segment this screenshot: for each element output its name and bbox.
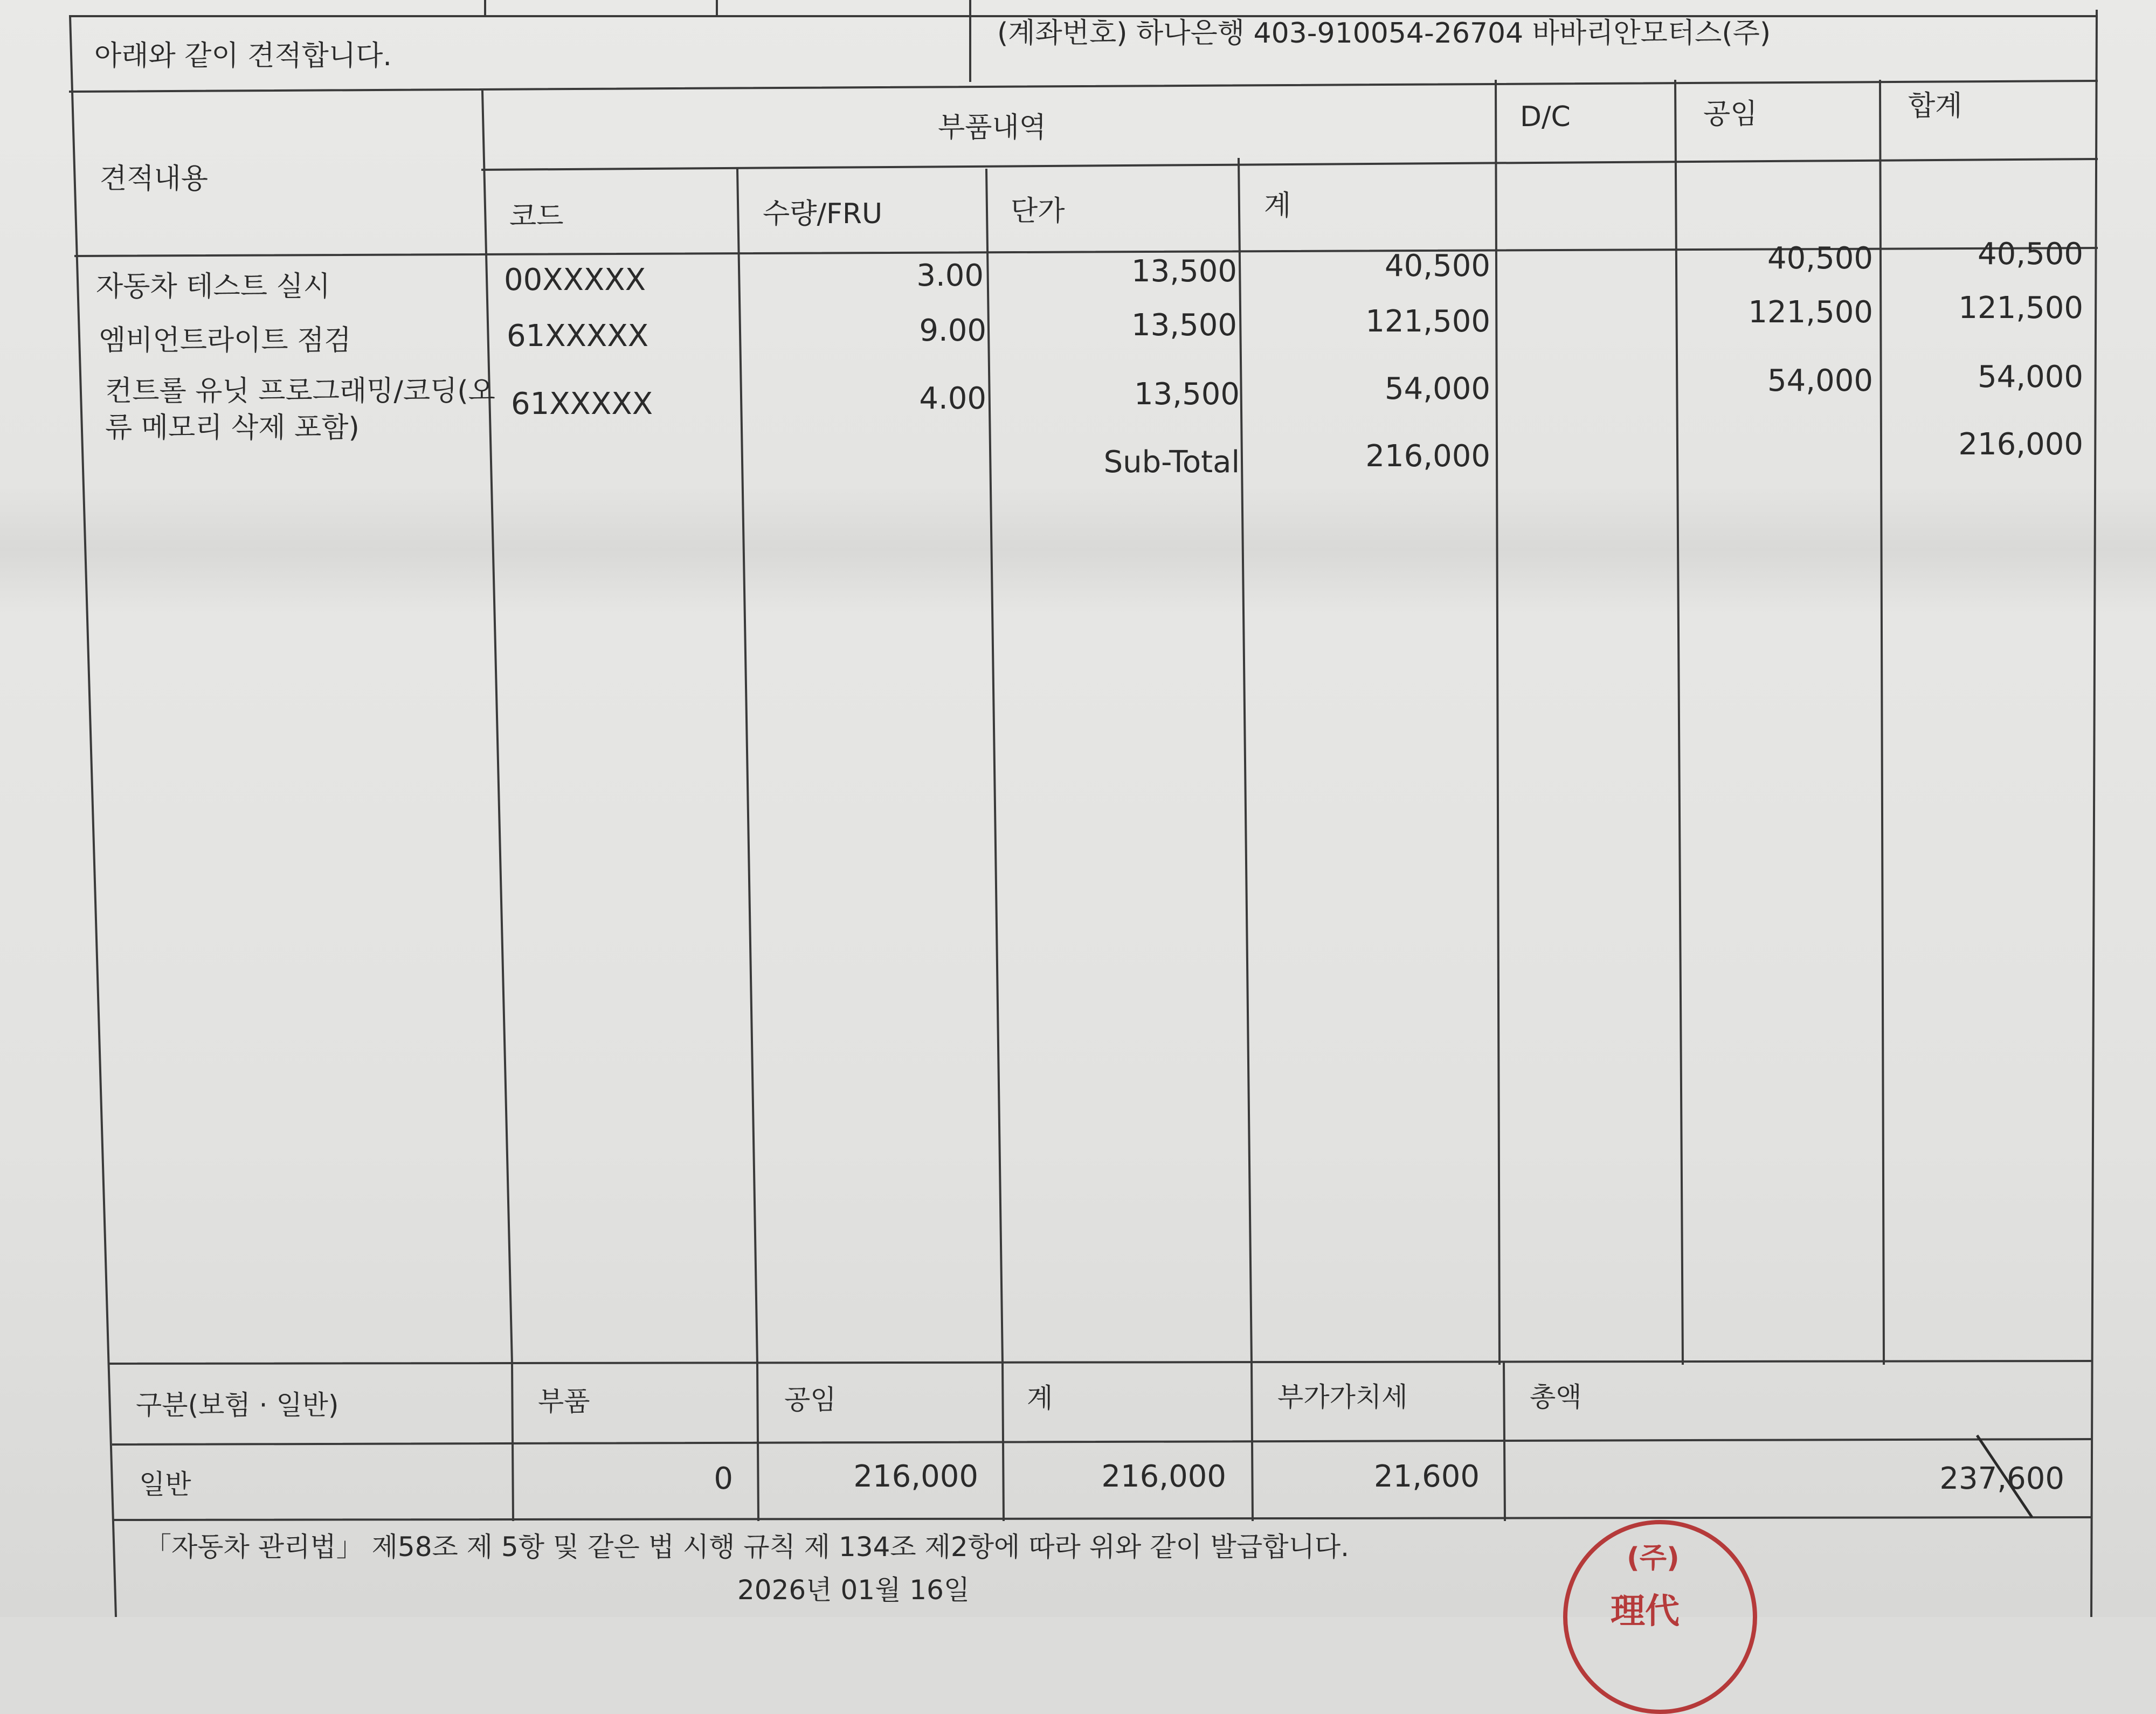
col-unit-price-header: 단가 [1011, 195, 1065, 227]
summary-category-header: 구분(보험 · 일반) [136, 1390, 339, 1421]
col-description-header: 견적내용 [100, 163, 208, 195]
row3-code: 61XXXXX [511, 386, 653, 421]
handwritten-check-mark [1973, 1431, 2037, 1523]
col-labor-header: 공임 [1703, 98, 1758, 130]
seal-text-main: 理代 [1611, 1592, 1680, 1632]
row1-sum: 40,500 [1978, 237, 2083, 272]
row2-description: 엠비언트라이트 점검 [99, 324, 351, 357]
row2-sum: 121,500 [1958, 291, 2083, 326]
row2-code: 61XXXXX [507, 319, 649, 354]
col-parts-group-header: 부품내역 [938, 112, 1046, 144]
row1-qty: 3.00 [916, 258, 984, 293]
row3-description-line1: 컨트롤 유닛 프로그래밍/코딩(오 [105, 375, 495, 407]
row3-qty: 4.00 [919, 381, 986, 416]
summary-total-value: 216,000 [1101, 1459, 1226, 1494]
row3-total: 54,000 [1385, 371, 1490, 406]
row3-unit-price: 13,500 [1134, 377, 1240, 412]
company-seal [1563, 1520, 1757, 1714]
row2-total: 121,500 [1365, 304, 1490, 339]
intro-text: 아래와 같이 견적합니다. [94, 40, 392, 72]
subtotal-sum: 216,000 [1958, 427, 2083, 462]
summary-vat-value: 21,600 [1374, 1459, 1480, 1494]
summary-parts-value: 0 [714, 1461, 733, 1496]
col-code-header: 코드 [509, 201, 564, 233]
seal-text-top: (주) [1627, 1542, 1680, 1574]
col-qty-header: 수량/FRU [763, 198, 883, 230]
col-total-header: 계 [1264, 190, 1291, 222]
subtotal-label: Sub-Total [1103, 445, 1240, 480]
summary-grand-header: 총액 [1530, 1381, 1582, 1413]
row1-unit-price: 13,500 [1131, 254, 1237, 289]
summary-parts-header: 부품 [538, 1386, 590, 1417]
col-sum-header: 합계 [1908, 90, 1962, 122]
issue-date: 2026년 01월 16일 [737, 1574, 970, 1606]
row1-labor: 40,500 [1767, 241, 1873, 276]
footer-statement: 「자동차 관리법」 제58조 제 5항 및 같은 법 시행 규칙 제 134조 제2항에 따라 위와 같이 발급합니다. [144, 1531, 1350, 1563]
summary-total-header: 계 [1027, 1383, 1053, 1414]
row3-sum: 54,000 [1978, 360, 2083, 395]
summary-labor-header: 공임 [784, 1384, 837, 1415]
account-info: (계좌번호) 하나은행 403-910054-26704 바바리안모터스(주) [997, 17, 1771, 50]
summary-vat-header: 부가가치세 [1277, 1381, 1408, 1413]
row2-unit-price: 13,500 [1131, 308, 1237, 343]
row1-description: 자동차 테스트 실시 [96, 271, 330, 303]
summary-grand-value: 237,600 [1939, 1461, 2064, 1496]
subtotal-total: 216,000 [1365, 439, 1490, 474]
row1-code: 00XXXXX [504, 262, 646, 298]
col-dc-header: D/C [1520, 101, 1571, 133]
row2-qty: 9.00 [919, 313, 986, 348]
row3-labor: 54,000 [1767, 363, 1873, 398]
row1-total: 40,500 [1385, 248, 1490, 284]
summary-category-value: 일반 [139, 1469, 191, 1500]
row2-labor: 121,500 [1748, 295, 1873, 330]
summary-labor-value: 216,000 [853, 1459, 978, 1494]
row3-description-line2: 류 메모리 삭제 포함) [105, 412, 360, 444]
